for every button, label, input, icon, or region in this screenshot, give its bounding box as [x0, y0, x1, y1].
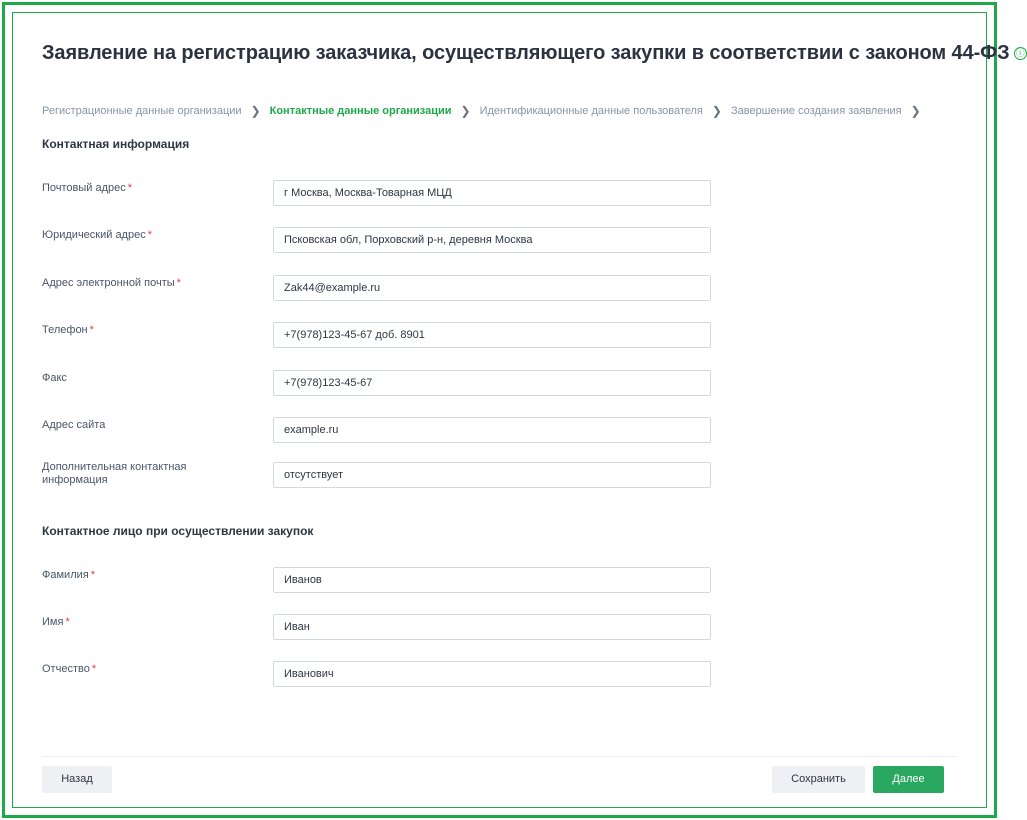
chevron-right-icon: ❯: [250, 104, 261, 118]
page-title-text: Заявление на регистрацию заказчика, осуществляющего закупки в соответствии с законом 44-ФЗ: [42, 42, 1010, 64]
email-label: [42, 277, 232, 290]
website-label: [42, 419, 232, 432]
phone-label: [42, 324, 232, 337]
chevron-right-icon: ❯: [910, 104, 921, 118]
breadcrumb-step-identification[interactable]: Идентификационные данные пользователя: [479, 105, 703, 117]
required-mark: *: [90, 569, 95, 581]
chevron-right-icon: ❯: [460, 104, 471, 118]
patronymic-label: [42, 663, 232, 676]
fax-label: [42, 372, 232, 385]
last-name-input[interactable]: [273, 567, 711, 593]
breadcrumb-step-completion[interactable]: Завершение создания заявления: [730, 105, 902, 117]
first-name-label: [42, 616, 232, 629]
field-label: Фамилия: [42, 569, 89, 581]
back-button[interactable]: Назад: [42, 766, 112, 793]
field-label: Адрес сайта: [42, 419, 106, 431]
section-title-contact-info: Контактная информация: [42, 137, 190, 151]
required-mark: *: [65, 616, 70, 628]
field-label: Юридический адрес: [42, 229, 146, 241]
save-button[interactable]: Сохранить: [772, 766, 865, 793]
phone-input[interactable]: [273, 322, 711, 348]
form-panel: [12, 12, 1025, 808]
fax-input[interactable]: [273, 370, 711, 396]
page-title: [42, 42, 1027, 65]
required-mark: *: [91, 663, 97, 675]
section-title-contact-person: Контактное лицо при осуществлении закупок: [42, 524, 314, 538]
window-frame: [2, 2, 1025, 818]
breadcrumb-step-registration[interactable]: Регистрационные данные организации: [42, 105, 242, 117]
field-label: Имя: [42, 616, 64, 628]
additional-info-label: [42, 461, 212, 487]
additional-info-input[interactable]: [273, 462, 711, 488]
required-mark: *: [176, 277, 181, 289]
breadcrumb: [42, 104, 930, 118]
field-label: Отчество: [42, 663, 90, 675]
email-input[interactable]: [273, 275, 711, 301]
field-label: Факс: [42, 372, 67, 384]
patronymic-input[interactable]: [273, 661, 711, 687]
field-label: Почтовый адрес: [42, 182, 126, 194]
next-button[interactable]: Далее: [873, 766, 944, 793]
required-mark: *: [127, 182, 133, 194]
website-input[interactable]: [273, 417, 711, 443]
required-mark: *: [147, 229, 152, 241]
field-label: Адрес электронной почты: [42, 277, 175, 289]
field-label: Дополнительная контактная информация: [42, 461, 187, 486]
chevron-right-icon: ❯: [711, 104, 722, 118]
footer-divider: [42, 756, 957, 757]
breadcrumb-step-contacts[interactable]: Контактные данные организации: [269, 105, 452, 117]
info-icon[interactable]: ⓘ: [1014, 47, 1027, 60]
legal-address-input[interactable]: [273, 227, 711, 253]
last-name-label: [42, 569, 232, 582]
first-name-input[interactable]: [273, 614, 711, 640]
postal-address-input[interactable]: [273, 180, 711, 206]
legal-address-label: [42, 229, 232, 242]
field-label: Телефон: [42, 324, 88, 336]
postal-address-label: [42, 182, 232, 195]
required-mark: *: [89, 324, 94, 336]
